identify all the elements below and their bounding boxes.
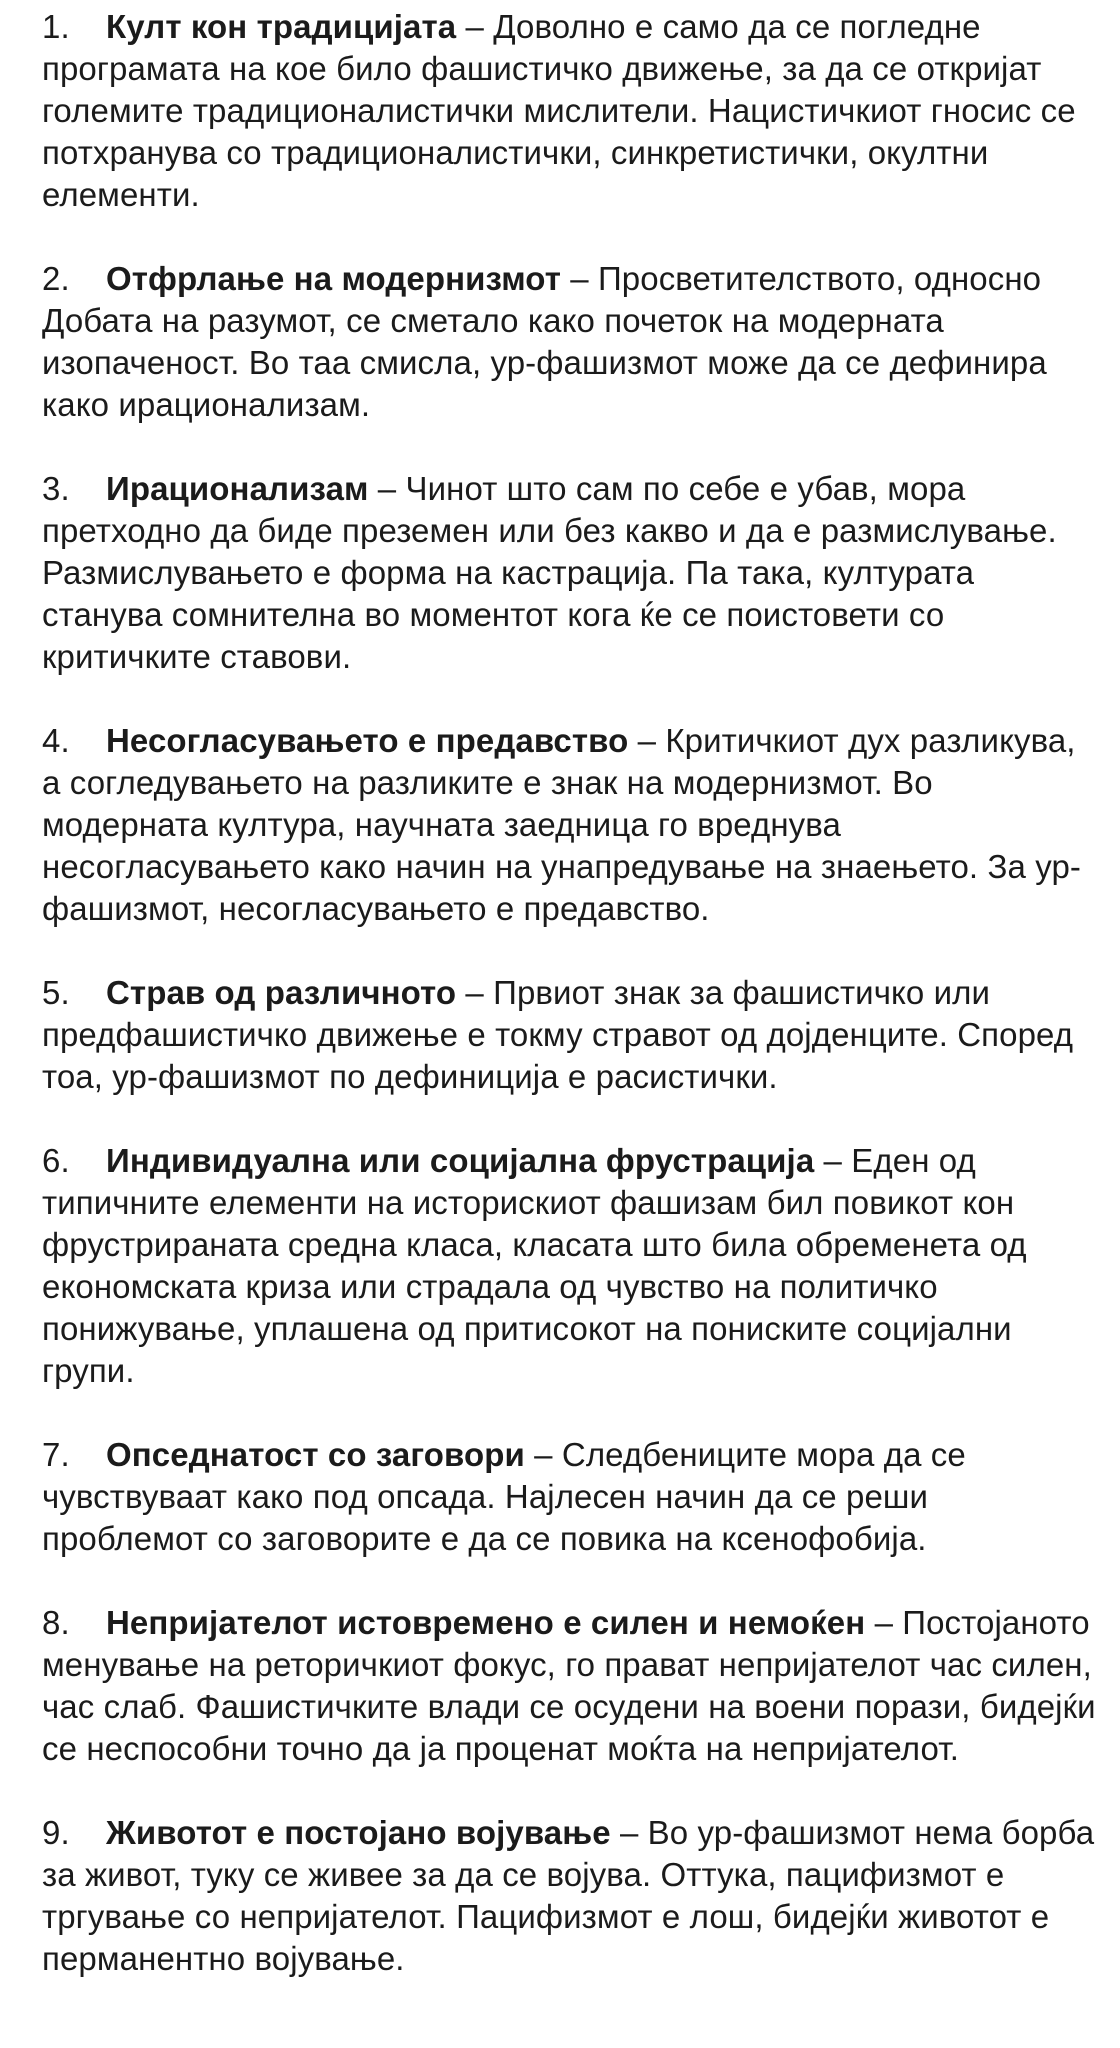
item-number: 2.: [42, 260, 70, 297]
item-heading: Отфрлање на модернизмот: [106, 260, 561, 297]
item-number: 1.: [42, 8, 70, 45]
item-number: 4.: [42, 722, 70, 759]
item-text: – Постојаното менување на реторичкиот фокус, го прават непријателот час силен, час слаб. Фашистичките влади се осудени на воени порази, бидејќи се неспособни точно да ја проценат моќта на непријателот.: [42, 1604, 1096, 1767]
item-text: – Следбениците мора да се чувствуваат како под опсада. Најлесен начин да се реши проблемот со заговорите е да се повика на ксенофобија.: [42, 1436, 966, 1557]
item-number: 6.: [42, 1142, 70, 1179]
list-item: [42, 1434, 1102, 1560]
list-item: [42, 258, 1102, 426]
item-number: 9.: [42, 1814, 70, 1851]
list-item: [42, 6, 1102, 216]
item-heading: Животот е постојано војување: [106, 1814, 611, 1851]
item-number: 7.: [42, 1436, 70, 1473]
item-heading: Непријателот истовремено е силен и немоќен: [106, 1604, 866, 1641]
list-item: [42, 1602, 1102, 1770]
item-number: 5.: [42, 974, 70, 1011]
item-number: 8.: [42, 1604, 70, 1641]
item-heading: Опседнатост со заговори: [106, 1436, 525, 1473]
list-item: [42, 720, 1102, 930]
item-heading: Култ кон традицијата: [106, 8, 457, 45]
item-heading: Страв од различното: [106, 974, 457, 1011]
item-text: – Чинот што сам по себе е убав, мора претходно да биде преземен или без какво и да е размислување. Размислувањето е форма на кастрација. Па така, културата станува сомнителна во моментот кога ќе се поистовети со критичките ставови.: [42, 470, 1057, 675]
item-number: 3.: [42, 470, 70, 507]
list-item: [42, 972, 1102, 1098]
item-text: – Доволно е само да се погледне програмата на кое било фашистичко движење, за да се откријат големите традиционалистички мислители. Нацистичкиот гносис се потхранува со традиционалистички, синкретистички, окултни елементи.: [42, 8, 1076, 213]
item-text: – Во ур-фашизмот нема борба за живот, туку се живее за да се војува. Оттука, пацифизмот е тргување со непријателот. Пацифизмот е лош, бидејќи животот е перманентно војување.: [42, 1814, 1095, 1977]
item-text: – Првиот знак за фашистичко или предфашистичко движење е токму стравот од дојденците. Според тоа, ур-фашизмот по дефиниција е расистички.: [42, 974, 1074, 1095]
item-text: – Еден од типичните елементи на историскиот фашизам бил повикот кон фрустрираната средна класа, класата што била обременета од економската криза или страдала од чувство на политичко понижување, уплашена од притисокот на пониските социјални групи.: [42, 1142, 1027, 1389]
item-heading: Несогласувањето е предавство: [106, 722, 629, 759]
item-heading: Индивидуална или социјална фрустрација: [106, 1142, 815, 1179]
list-item: [42, 1140, 1102, 1392]
list-item: [42, 1812, 1102, 1980]
item-heading: Ирационализам: [106, 470, 369, 507]
item-text: – Просветителството, односно Добата на разумот, се сметало како почеток на модерната изопаченост. Во таа смисла, ур-фашизмот може да се дефинира како ирационализам.: [42, 260, 1047, 423]
list-item: [42, 468, 1102, 678]
item-text: – Критичкиот дух разликува, а согледувањето на разликите е знак на модернизмот. Во модерната култура, научната заедница го вреднува несогласувањето како начин на унапредување на знаењето. За ур-фашизмот, несогласувањето е предавство.: [42, 722, 1081, 927]
